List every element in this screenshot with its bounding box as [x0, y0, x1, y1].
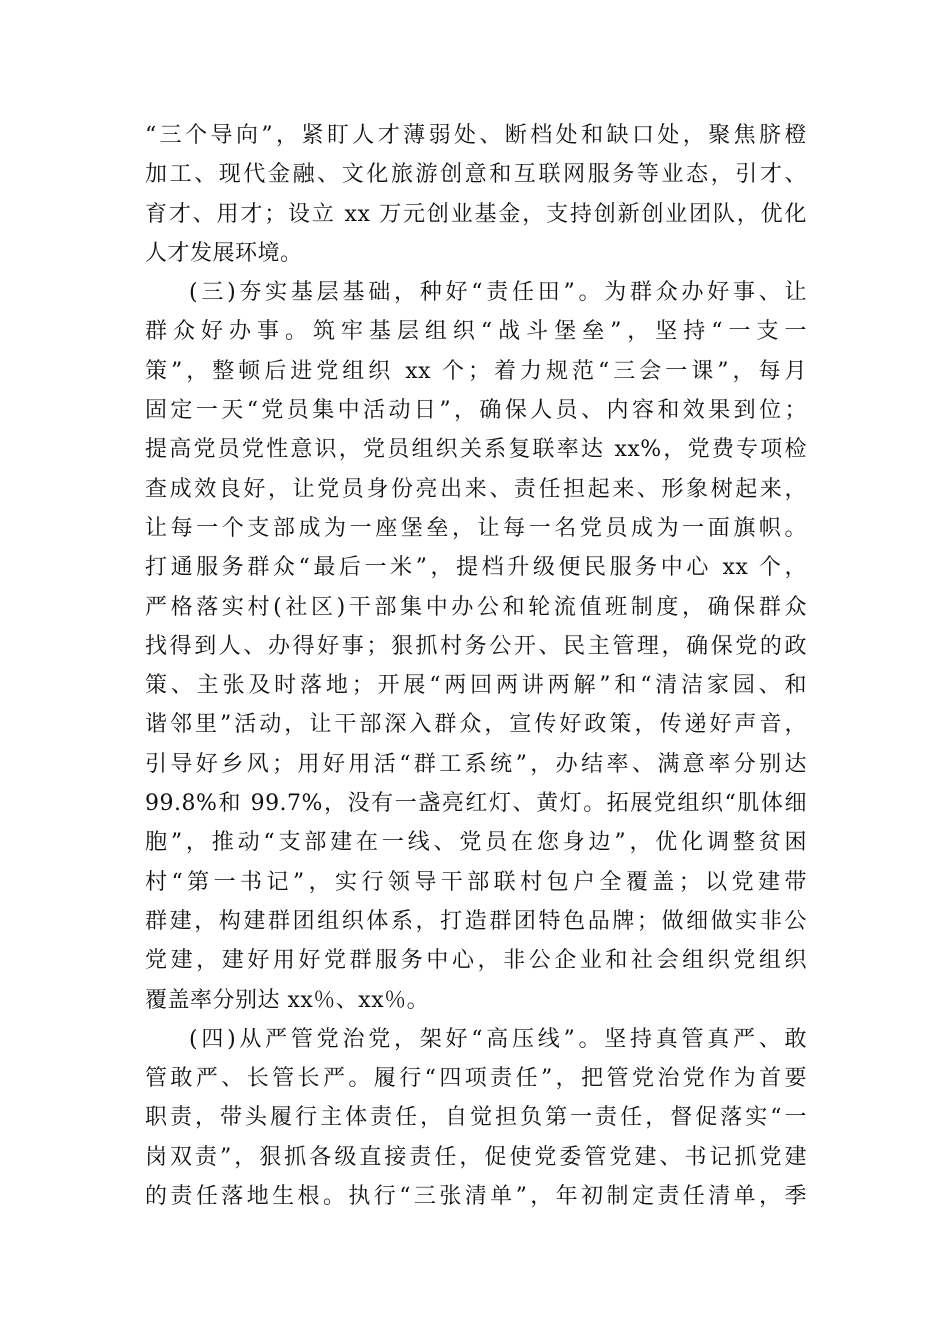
paragraph-line: 群众好办事。筑牢基层组织“战斗堡垒”，坚持“一支一: [145, 319, 807, 345]
paragraph-line: 99.8%和 99.7%，没有一盏亮红灯、黄灯。拓展党组织“肌体细: [145, 791, 807, 817]
section-four-heading-line: (四)从严管党治党，架好“高压线”。坚持真管真严、敢: [189, 1026, 807, 1052]
paragraph-line: 岗双责”，狠抓各级直接责任，促使党委管党建、书记抓党建: [145, 1144, 807, 1170]
paragraph-line: 人才发展环境。: [145, 240, 303, 266]
section-three-heading-line: (三)夯实基层基础，种好“责任田”。为群众办好事、让: [189, 280, 807, 306]
paragraph-line: 覆盖率分别达 xx％、xx％。: [145, 987, 430, 1013]
paragraph-line: 育才、用才；设立 xx 万元创业基金，支持创新创业团队，优化: [145, 201, 807, 227]
paragraph-line: 让每一个支部成为一座堡垒，让每一名党员成为一面旗帜。: [145, 515, 807, 541]
paragraph-line: 提高党员党性意识，党员组织关系复联率达 xx%，党费专项检: [145, 437, 807, 463]
paragraph-line: 村“第一书记”，实行领导干部联村包户全覆盖；以党建带: [145, 869, 807, 895]
document-body: [145, 116, 807, 1216]
paragraph-line: “三个导向”，紧盯人才薄弱处、断档处和缺口处，聚焦脐橙: [145, 123, 807, 148]
paragraph-line: 谐邻里”活动，让干部深入群众，宣传好政策，传递好声音，: [145, 712, 807, 738]
paragraph-line: 固定一天“党员集中活动日”，确保人员、内容和效果到位；: [145, 398, 807, 424]
paragraph-line: 胞”，推动“支部建在一线、党员在您身边”，优化调整贫困: [145, 830, 807, 856]
paragraph-line: 群建，构建群团组织体系，打造群团特色品牌；做细做实非公: [145, 908, 807, 934]
paragraph-line: 党建，建好用好党群服务中心，非公企业和社会组织党组织: [145, 948, 807, 974]
paragraph-line: 查成效良好，让党员身份亮出来、责任担起来、形象树起来，: [145, 476, 807, 502]
paragraph-line: 策、主张及时落地；开展“两回两讲两解”和“清洁家园、和: [145, 673, 807, 699]
paragraph-line: 引导好乡风；用好用活“群工系统”，办结率、满意率分别达: [145, 751, 807, 777]
paragraph-line: 找得到人、办得好事；狠抓村务公开、民主管理，确保党的政: [145, 633, 807, 659]
paragraph-line: 策”，整顿后进党组织 xx 个；着力规范“三会一课”，每月: [145, 358, 807, 384]
paragraph-line: 加工、现代金融、文化旅游创意和互联网服务等业态，引才、: [145, 162, 807, 188]
paragraph-line: 职责，带头履行主体责任，自觉担负第一责任，督促落实“一: [145, 1105, 807, 1131]
paragraph-line: 打通服务群众“最后一米”，提档升级便民服务中心 xx 个，: [145, 555, 807, 581]
paragraph-line: 管敢严、长管长严。履行“四项责任”，把管党治党作为首要: [145, 1066, 807, 1092]
paragraph-line: 严格落实村(社区)干部集中办公和轮流值班制度，确保群众: [145, 594, 807, 620]
paragraph-line: 的责任落地生根。执行“三张清单”，年初制定责任清单，季: [145, 1184, 807, 1210]
